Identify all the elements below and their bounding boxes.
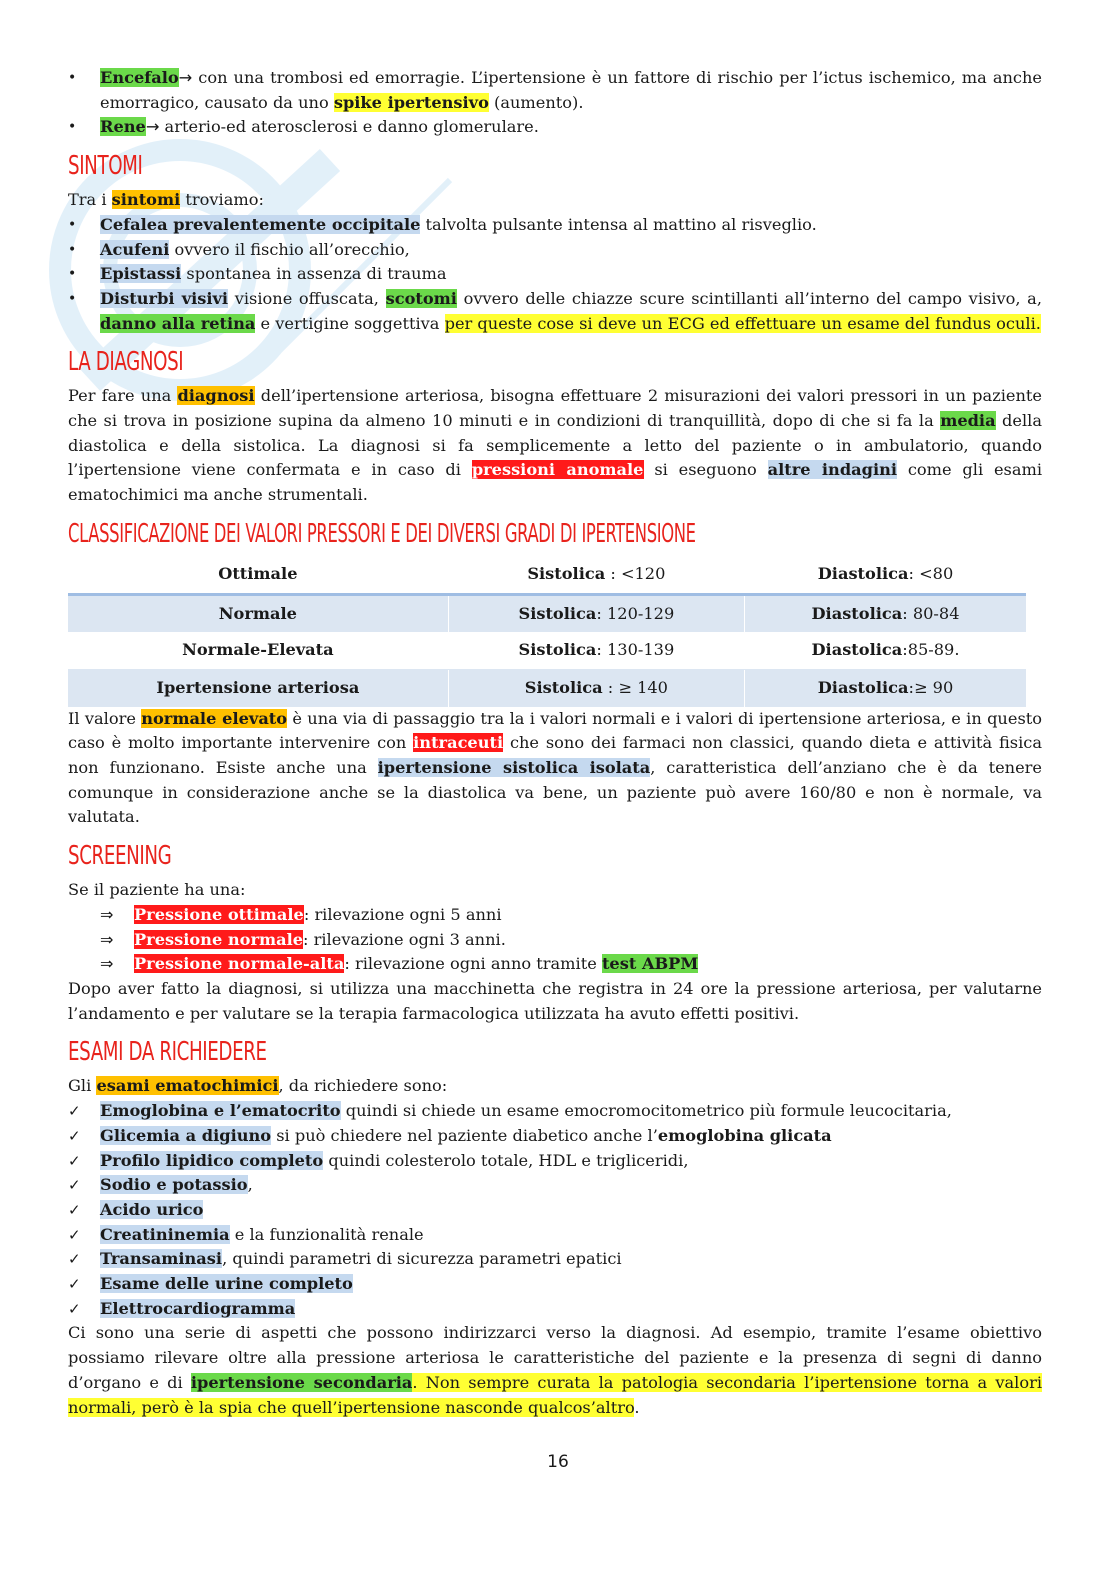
list-item: ✓ Transaminasi, quindi parametri di sicurezza parametri epatici [68, 1247, 1042, 1272]
diagnosi-paragraph: Per fare una diagnosi dell’ipertensione arteriosa, bisogna effettuare 2 misurazioni dei valori pressori in un paziente che si trova in posizione supina da almeno 10 minuti e in condizioni di tranquillità, dopo di che si fa la media della diastolica e della sistolica. La diagnosi si fa semplicemente a letto del paziente o in ambulatorio, quando l’ipertensione viene confermata e in caso di pressioni anomale si eseguono altre indagini come gli esami ematochimici ma anche strumentali. [68, 386, 1043, 505]
table-row: Ottimale Sistolica : <120 Diastolica: <80 [68, 556, 1026, 594]
list-item: ✓ Profilo lipidico completo quindi colesterolo totale, HDL e trigliceridi, [68, 1149, 1042, 1174]
list-item: • Disturbi visivi visione offuscata, scotomi ovvero delle chiazze scure scintillanti all’interno del campo visivo, a, danno alla retina e vertigine soggettiva per queste cose si deve un ECG ed effettuare un esame del fundus oculi. [68, 287, 1042, 336]
esami-list [68, 1099, 1042, 1321]
esami-paragraph: Ci sono una serie di aspetti che possono indirizzarci verso la diagnosi. Ad esempio, tramite l’esame obiettivo possiamo rilevare oltre alla pressione arteriosa le caratteristiche del paziente e la presenza di segni di danno d’organo e di ipertensione secondaria. Non sempre curata la patologia secondaria l’ipertensione torna a valori normali, però è la spia che quell’ipertensione nasconde qualcos’altro. [68, 1323, 1042, 1417]
list-item: ✓ Creatininemia e la funzionalità renale [68, 1223, 1042, 1248]
table-row: Normale-Elevata Sistolica: 130-139 Diastolica:85-89. [68, 632, 1026, 669]
list-item: ✓ Esame delle urine completo [68, 1272, 1042, 1297]
section-heading-sintomi: SINTOMI [68, 151, 143, 182]
list-item: ⇒ Pressione normale-alta: rilevazione ogni anno tramite test ABPM [68, 952, 1042, 977]
list-item: • Epistassi spontanea in assenza di trauma [68, 262, 1042, 287]
section-heading-classificazione: CLASSIFICAZIONE DEI VALORI PRESSORI E DEI DIVERSI GRADI DI IPERTENSIONE [68, 518, 696, 549]
section-heading-screening: SCREENING [68, 841, 172, 872]
page-number: 16 [547, 1452, 569, 1472]
list-item: • Cefalea prevalentemente occipitale talvolta pulsante intensa al mattino al risveglio. [68, 213, 1042, 238]
list-item: ✓ Acido urico [68, 1198, 1042, 1223]
list-item: ✓ Glicemia a digiuno si può chiedere nel paziente diabetico anche l’emoglobina glicata [68, 1124, 1042, 1149]
section-heading-diagnosi: LA DIAGNOSI [68, 347, 184, 378]
classificazione-paragraph: Il valore normale elevato è una via di passaggio tra la i valori normali e i valori di ipertensione arteriosa, e in questo caso è molto importante intervenire con intraceuti che sono dei farmaci non classici, quando dieta e attività fisica non funzionano. Esiste anche una ipertensione sistolica isolata, caratteristica dell’anziano che è da tenere comunque in considerazione anche se la diastolica va bene, un paziente può avere 160/80 e non è normale, va valutata. [68, 708, 1043, 827]
list-item: ⇒ Pressione ottimale: rilevazione ogni 5 anni [68, 903, 1042, 928]
table-row: Normale Sistolica: 120-129 Diastolica: 80-84 [68, 594, 1026, 632]
list-item: • Rene→ arterio-ed aterosclerosi e danno glomerulare. [68, 115, 1042, 140]
list-item: ✓ Elettrocardiogramma [68, 1297, 1042, 1322]
screening-intro: Se il paziente ha una: [68, 880, 246, 900]
list-item: • Acufeni ovvero il fischio all’orecchio, [68, 238, 1042, 263]
classification-table [68, 556, 1026, 707]
document-page [68, 66, 1042, 1420]
list-item: ⇒ Pressione normale: rilevazione ogni 3 anni. [68, 928, 1042, 953]
section-heading-esami: ESAMI DA RICHIEDERE [68, 1037, 267, 1068]
sintomi-list [68, 213, 1042, 337]
screening-list [68, 903, 1042, 977]
screening-outro: Dopo aver fatto la diagnosi, si utilizza una macchinetta che registra in 24 ore la pressione arteriosa, per valutarne l’andamento e per valutare se la terapia farmacologica utilizzata ha avuto effetti positivi. [68, 978, 1042, 1023]
list-item: ✓ Emoglobina e l’ematocrito quindi si chiede un esame emocromocitometrico più formule leucocitaria, [68, 1099, 1042, 1124]
table-row: Ipertensione arteriosa Sistolica : ≥ 140 Diastolica:≥ 90 [68, 669, 1026, 706]
sintomi-intro: Tra i sintomi troviamo: [68, 190, 264, 210]
organ-damage-list [68, 66, 1042, 140]
list-item: ✓ Sodio e potassio, [68, 1173, 1042, 1198]
list-item: • Encefalo→ con una trombosi ed emorragie. L’ipertensione è un fattore di rischio per l’ictus ischemico, ma anche emorragico, causato da uno spike ipertensivo (aumento). [68, 66, 1042, 115]
esami-intro: Gli esami ematochimici, da richiedere sono: [68, 1076, 448, 1096]
